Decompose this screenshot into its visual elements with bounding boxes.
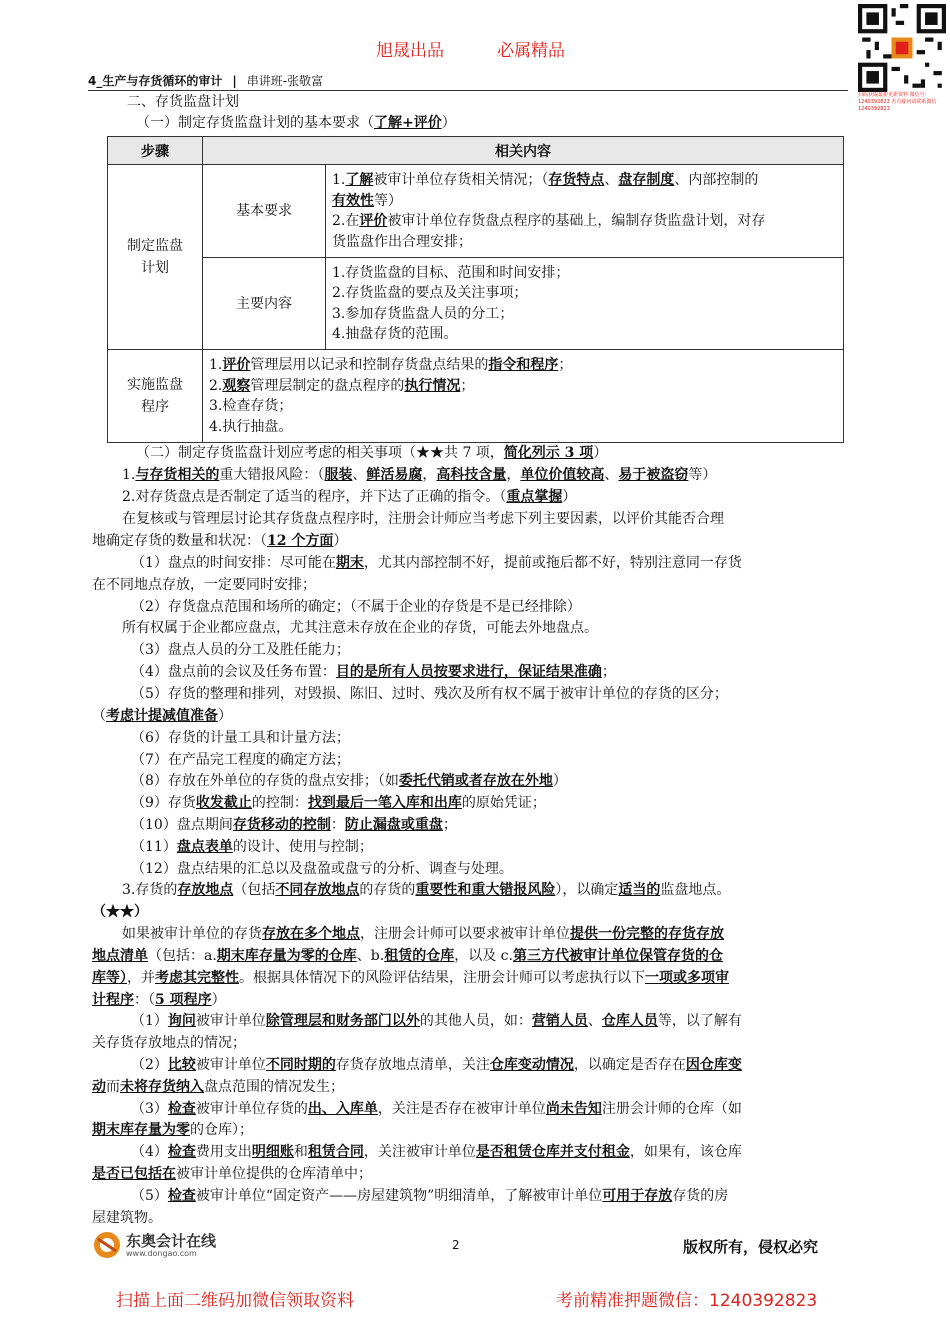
step-5b: 屋建筑物。 [92, 1210, 162, 1226]
para-5-line2: 地点清单（包括：a.期末库存量为零的仓库、b.租赁的仓库，以及 c.第三方代被审计单位保管存货的仓 [92, 948, 723, 964]
section-title: 二、存货监盘计划 [127, 94, 239, 110]
para-2: 2.对存货盘点是否制定了适当的程序，并下达了正确的指令。（重点掌握） [122, 489, 577, 505]
step-2b: 动而未将存货纳入盘点范围的情况发生； [92, 1079, 344, 1095]
page-number: 2 [452, 1238, 460, 1252]
step-2: （2）比较被审计单位不同时期的存货存放地点清单，关注仓库变动情况，以确定是否存在因仓库变 [131, 1057, 742, 1073]
item-9: （9）存货收发截止的控制：找到最后一笔入库和出库的原始凭证； [131, 795, 546, 811]
para-5-line3: 库等），并考虑其完整性。根据具体情况下的风险评估结果，注册会计师可以考虑执行以下一项或多项审 [92, 970, 729, 986]
step-3b: 期末库存量为零的仓库）； [92, 1122, 253, 1138]
step-4b: 是否已包括在被审计单位提供的仓库清单中； [92, 1166, 372, 1182]
para-5-line4: 计程序：（5 项程序） [92, 992, 226, 1008]
plan-table [107, 136, 844, 443]
header-rule [88, 90, 848, 91]
para-4b: （★★） [92, 904, 148, 920]
dongao-logo-icon [92, 1230, 122, 1260]
item-1b: 在不同地点存放，一定要同时安排； [92, 577, 316, 593]
doc-title: 4_生产与存货循环的审计 [88, 74, 223, 88]
subsection-1: （一）制定存货监盘计划的基本要求（了解+评价） [136, 115, 456, 131]
footer-logo-text: 东奥会计在线 [126, 1232, 217, 1250]
item-8: （8）存放在外单位的存货的盘点安排；（如委托代销或者存放在外地） [131, 773, 567, 789]
para-1: 1.与存货相关的重大错报风险：（服装、鲜活易腐，高科技含量，单位价值较高、易于被盗窃等） [122, 467, 717, 483]
item-5b: （考虑计提减值准备） [92, 708, 232, 724]
para-4: 3.存货的存放地点（包括不同存放地点的存货的重要性和重大错报风险），以确定适当的监盘地点。 [122, 882, 731, 898]
item-3: （3）盘点人员的分工及胜任能力； [131, 642, 350, 658]
banner-right: 必属精品 [497, 41, 565, 61]
footer-url[interactable]: www.dongao.com [126, 1249, 197, 1258]
step-3: （3）检查被审计单位存货的出、入库单，关注是否存在被审计单位尚未告知注册会计师的仓库（如 [131, 1101, 742, 1117]
subsection-2: （二）制定存货监盘计划应考虑的相关事项（★★共 7 项，简化列示 3 项） [136, 445, 608, 461]
item-10: （10）盘点期间存货移动的控制：防止漏盘或重盘； [131, 817, 457, 833]
header-divider: | [232, 74, 237, 88]
cell-implement-content: 1.评价管理层用以记录和控制存货盘点结果的指令和程序； 2.观察管理层制定的盘点程序的执行情况； 3.检查存货； 4.执行抽盘。 [203, 350, 844, 443]
item-2b: 所有权属于企业都应盘点，尤其注意未存放在企业的存货，可能去外地盘点。 [122, 620, 598, 636]
cell-main-content: 1.存货监盘的目标、范围和时间安排； 2.存货监盘的要点及关注事项； 3.参加存货监盘人员的分工； 4.抽盘存货的范围。 [326, 258, 844, 350]
bottom-right-note: 考前精准押题微信：1240392823 [556, 1291, 818, 1311]
table-header-content: 相关内容 [203, 137, 844, 165]
step-1b: 关存货存放地点的情况； [92, 1035, 246, 1051]
cell-main: 主要内容 [203, 258, 326, 350]
item-11: （11）盘点表单的设计、使用与控制； [131, 839, 373, 855]
doc-subtitle: 串讲班-张敬富 [246, 74, 324, 88]
item-2: （2）存货盘点范围和场所的确定；（不属于企业的存货是不是已经排除） [131, 599, 581, 615]
para-3a: 在复核或与管理层讨论其存货盘点程序时，注册会计师应当考虑下列主要因素，以评价其能否合理 [122, 511, 724, 527]
item-6: （6）存货的计量工具和计量方法； [131, 730, 350, 746]
para-3b: 地确定存货的数量和状况：（12 个方面） [92, 533, 348, 549]
qr-note: 扫码获取最新更新资料 微信号：1240392823 若有疑问请联系微信1240392823 [858, 92, 937, 112]
item-1: （1）盘点的时间安排：尽可能在期末，尤其内部控制不好，提前或拖后都不好，特别注意同一存货 [131, 555, 742, 571]
item-5: （5）存货的整理和排列，对毁损、陈旧、过时、残次及所有权不属于被审计单位的存货的区分； [131, 686, 728, 702]
row-implement: 实施监盘程序 [108, 350, 203, 443]
bottom-left-note: 扫描上面二维码加微信领取资料 [116, 1291, 354, 1311]
cell-basic: 基本要求 [203, 165, 326, 258]
para-5-line1: 如果被审计单位的存货存放在多个地点，注册会计师可以要求被审计单位提供一份完整的存货存放 [122, 926, 724, 942]
item-4: （4）盘点前的会议及任务布置：目的是所有人员按要求进行，保证结果准确； [131, 664, 616, 680]
item-7: （7）在产品完工程度的确定方法； [131, 752, 350, 768]
doc-header [88, 72, 323, 89]
qr-code[interactable] [858, 4, 946, 92]
step-1: （1）询问被审计单位除管理层和财务部门以外的其他人员，如：营销人员、仓库人员等，以了解有 [131, 1013, 742, 1029]
copyright: 版权所有，侵权必究 [683, 1238, 819, 1256]
cell-basic-content: 1.了解被审计单位存货相关情况；（存货特点、盘存制度、内部控制的 有效性等） 2.在评价被审计单位存货盘点程序的基础上，编制存货监盘计划，对存 货监盘作出合理安排； [326, 165, 844, 258]
step-5: （5）检查被审计单位“固定资产——房屋建筑物”明细清单，了解被审计单位可用于存放存货的房 [131, 1188, 729, 1204]
banner-left: 旭晟出品 [376, 41, 444, 61]
item-12: （12）盘点结果的汇总以及盘盈或盘亏的分析、调查与处理。 [131, 861, 513, 877]
step-4: （4）检查费用支出明细账和租赁合同，关注被审计单位是否租赁仓库并支付租金，如果有，该仓库 [131, 1144, 742, 1160]
row-make-plan: 制定监盘计划 [108, 165, 203, 350]
table-header-step: 步骤 [108, 137, 203, 165]
